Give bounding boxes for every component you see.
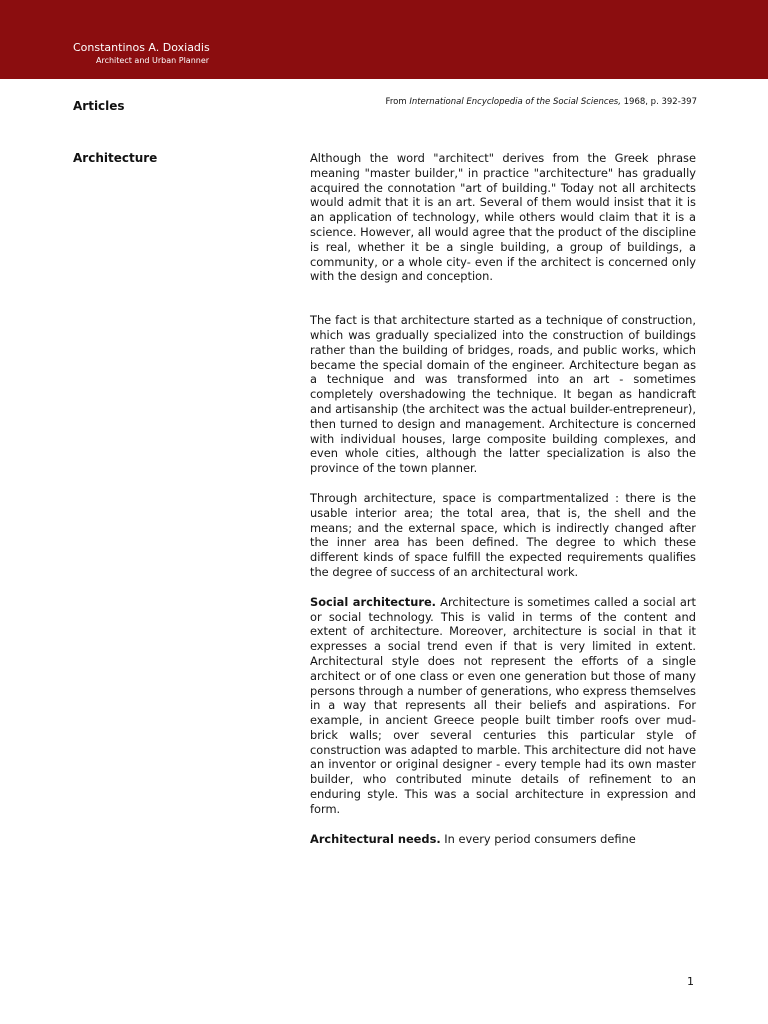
author-name: Constantinos A. Doxiadis [73, 41, 210, 54]
header-banner [0, 0, 768, 79]
paragraph-space: Through architecture, space is compartmentalized : there is the usable interior area; the total area, that is, the shell and the means; and the external space, which is indirectly changed after the inner area has been defined. The degree to which these different kinds of space fulfill the expected requirements qualifies the degree of success of an architectural work. [310, 490, 696, 579]
paragraph-intro: Although the word "architect" derives from the Greek phrase meaning "master builder," in practice "architecture" has gradually acquired the connotation "art of building." Today not all architects would admit that it is an art. Several of them would insist that it is an application of technology, while others would claim that it is a science. However, all would agree that the product of the discipline is real, whether it be a single building, a group of buildings, a community, or a whole city- even if the architect is concerned only with the design and conception. [310, 151, 696, 284]
articles-heading: Articles [73, 99, 125, 113]
architectural-needs-text: In every period consumers define [440, 831, 636, 846]
paragraph-architectural-needs [310, 832, 696, 847]
page-number: 1 [687, 975, 694, 988]
author-subtitle: Architect and Urban Planner [96, 56, 210, 65]
architectural-needs-heading: Architectural needs. [310, 831, 441, 846]
article-body [310, 151, 696, 846]
social-architecture-text: Architecture is sometimes called a social art or social technology. This is valid in terms of the content and extent of architecture. Moreover, architecture is social in that it expresses a social trend even if that is very limited in extent. Architectural style does not represent the efforts of a single architect or of one class or even one generation but those of many persons through a number of generations, who express themselves in a way that represents all their beliefs and aspirations. For example, in ancient Greece people built timber roofs over mud-brick walls; over several centuries this particular style of construction was adapted to marble. This architecture did not have an inventor or original designer - every temple had its own master builder, who contributed minute details of refinement to an enduring style. This was a social architecture in expression and form. [310, 594, 696, 816]
source-prefix: From [385, 97, 410, 107]
paragraph-construction: The fact is that architecture started as a technique of construction, which was gradually specialized into the construction of buildings rather than the building of bridges, roads, and public works, which became the special domain of the engineer. Architecture began as a technique and was transformed into an art - sometimes completely overshadowing the technique. It began as handicraft and artisanship (the architect was the actual builder-entrepreneur), then turned to design and management. Architecture is concerned with individual houses, large composite building complexes, and even whole cities, although the latter specialization is also the province of the town planner. [310, 313, 696, 476]
architecture-heading: Architecture [73, 151, 158, 165]
paragraph-social-architecture [310, 595, 696, 817]
source-citation [386, 97, 697, 107]
source-suffix: 1968, p. 392-397 [620, 97, 697, 107]
source-publication: International Encyclopedia of the Social Sciences, [409, 97, 621, 107]
social-architecture-heading: Social architecture. [310, 594, 436, 609]
